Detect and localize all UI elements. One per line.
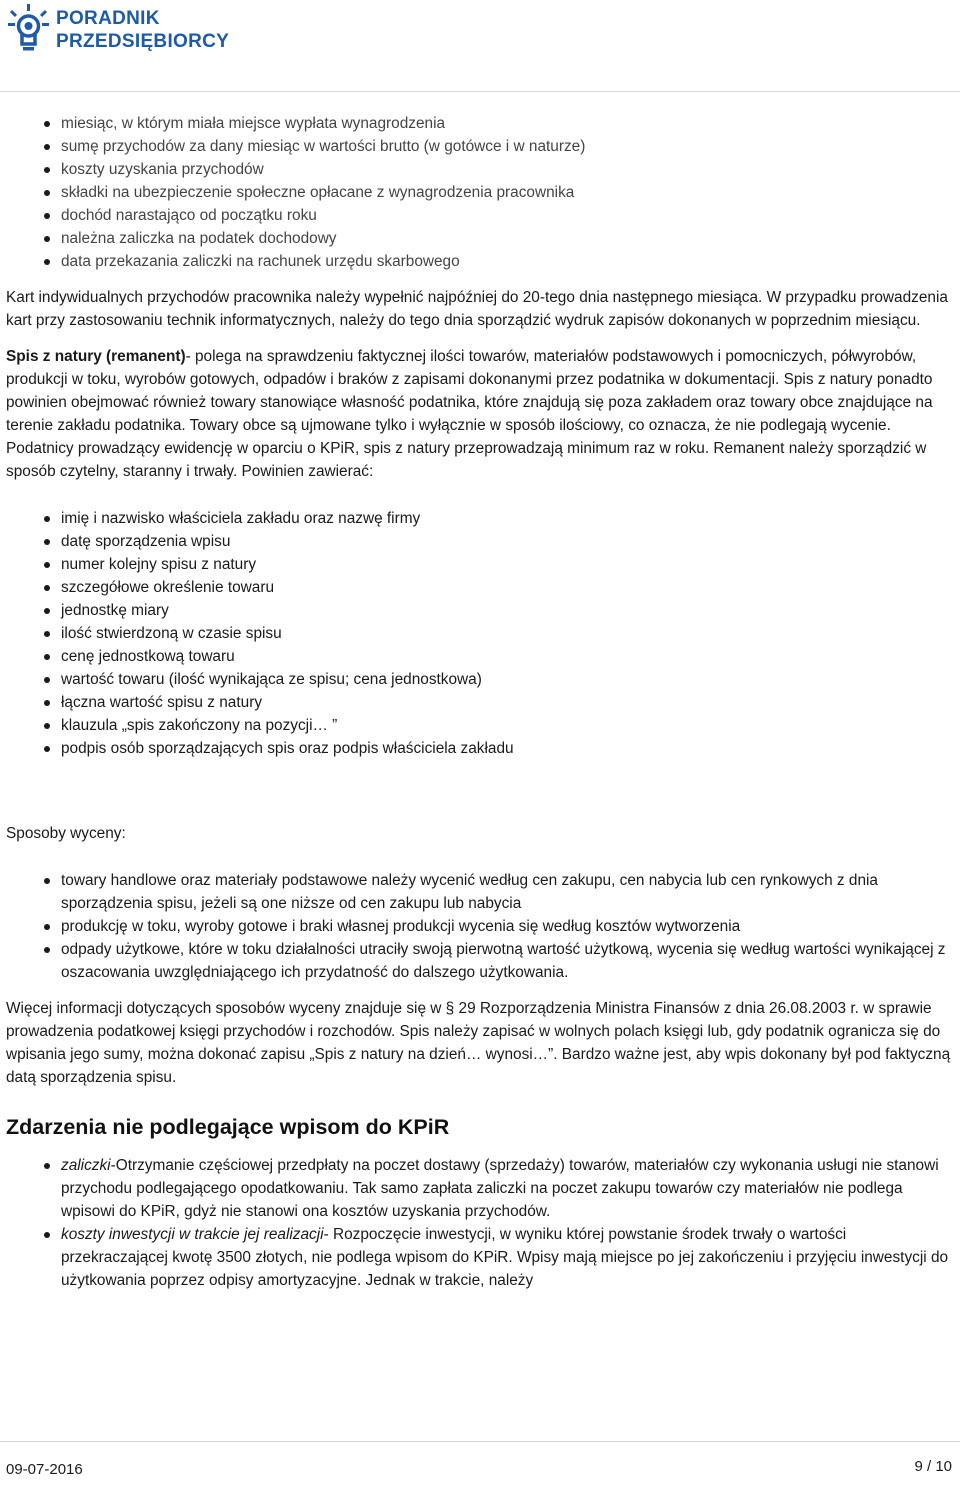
list-item: towary handlowe oraz materiały podstawowe należy wycenić według cen zakupu, cen nabycia lub cen rynkowych z dnia sporządzenia spisu, jeżeli są one niższe od cen zakupu lub nabycia bbox=[61, 869, 952, 915]
list-item: numer kolejny spisu z natury bbox=[61, 553, 952, 576]
date-row bbox=[571, 3, 956, 25]
list-item: ilość stwierdzoną w czasie spisu bbox=[61, 622, 952, 645]
list-item: dochód narastająco od początku roku bbox=[61, 204, 952, 227]
list-item-text: - Rozpoczęcie inwestycji, w wyniku której powstanie środek trwały o wartości przekraczającej kwotę 3500 złotych, nie podlega wpisom do KPiR. Wpisy mają miejsce po jej zakończeniu i przyjęciu inwestycji do użytkowania poprzez odpisy amortyzacyjne. Jednak w trakcie, należy bbox=[61, 1226, 949, 1289]
paragraph-deadline: Kart indywidualnych przychodów pracownika należy wypełnić najpóźniej do 20-tego dnia następnego miesiąca. W przypadku prowadzenia kart przy zastosowaniu technik informatycznych, należy do tego dnia sporządzić wydruk zapisów dokonanych w poprzednim miesiącu. bbox=[6, 289, 948, 329]
list-item: wartość towaru (ilość wynikająca ze spisu; cena jednostkowa) bbox=[61, 668, 952, 691]
list-item: składki na ubezpieczenie społeczne opłacane z wynagrodzenia pracownika bbox=[61, 181, 952, 204]
list-item: datę sporządzenia wpisu bbox=[61, 530, 952, 553]
list-item: należna zaliczka na podatek dochodowy bbox=[61, 227, 952, 250]
footer-divider bbox=[0, 1441, 960, 1442]
list-item bbox=[61, 1223, 952, 1292]
paragraph-remanent bbox=[6, 345, 952, 483]
list-item: cenę jednostkową towaru bbox=[61, 645, 952, 668]
list-item: produkcję w toku, wyroby gotowe i braki własnej produkcji wycenia się według kosztów wytworzenia bbox=[61, 915, 952, 938]
list-item: jednostkę miary bbox=[61, 599, 952, 622]
author-row bbox=[571, 25, 956, 47]
list-item: odpady użytkowe, które w toku działalności utraciły swoją pierwotną wartość użytkową, wycenia się według wartości wynikającej z oszacowania uwzględniającego ich przydatność do dalszego użytkowania. bbox=[61, 938, 952, 984]
page-number: 9 / 10 bbox=[914, 1458, 952, 1475]
inventory-contents-list bbox=[6, 507, 952, 760]
list-item: koszty uzyskania przychodów bbox=[61, 158, 952, 181]
document-meta bbox=[571, 3, 956, 47]
list-item: podpis osób sporządzających spis oraz podpis właściciela zakładu bbox=[61, 737, 952, 760]
author-value: Andrzej Lazarowicz bbox=[825, 25, 956, 42]
logo[interactable] bbox=[8, 4, 238, 54]
date-label: Data: bbox=[571, 3, 607, 20]
section-heading: Zdarzenia nie podlegające wpisom do KPiR bbox=[6, 1115, 450, 1139]
date-value: 2013-10-10 bbox=[879, 3, 956, 20]
list-item: łączna wartość spisu z natury bbox=[61, 691, 952, 714]
header-divider bbox=[0, 91, 960, 92]
footer-date: 09-07-2016 bbox=[6, 1461, 83, 1478]
list-item-text: -Otrzymanie częściowej przedpłaty na poczet dostawy (sprzedaży) towarów, materiałów czy wykonania usługi nie stanowi przychodu podlegającego opodatkowaniu. Tak samo zapłata zaliczki na poczet zakupu towarów czy materiałów nie podlega wpisowi do KPiR, gdyż nie stanowi ona kosztów uzyskania przychodów. bbox=[61, 1157, 939, 1220]
lightbulb-logo-icon bbox=[8, 4, 52, 54]
list-item-term: koszty inwestycji w trakcie jej realizacji bbox=[61, 1226, 324, 1243]
valuation-heading: Sposoby wyceny: bbox=[6, 825, 126, 842]
list-item: szczegółowe określenie towaru bbox=[61, 576, 952, 599]
article-content bbox=[6, 112, 952, 1292]
list-item bbox=[61, 1154, 952, 1223]
author-label: Autor: bbox=[571, 25, 612, 42]
logo-text-line2: PRZEDSIĘBIORCY bbox=[56, 31, 230, 52]
paragraph-more-info: Więcej informacji dotyczących sposobów wyceny znajduje się w § 29 Rozporządzenia Ministra Finansów z dnia 26.08.2003 r. w sprawie prowadzenia podatkowej księgi przychodów i rozchodów. Spis należy zapisać w wolnych polach księgi lub, gdy podatnik ogranicza się do wpisania jego sumy, można dokonać zapisu „Spis z natury na dzień… wynosi…”. Bardzo ważne jest, aby wpis dokonany był pod faktyczną datą sporządzenia spisu. bbox=[6, 1000, 951, 1086]
valuation-methods-list bbox=[6, 869, 952, 984]
list-item-term: zaliczki bbox=[61, 1157, 111, 1174]
remanent-term: Spis z natury (remanent) bbox=[6, 348, 186, 365]
remanent-definition: - polega na sprawdzeniu faktycznej ilości towarów, materiałów podstawowych i pomocniczych, półwyrobów, produkcji w toku, wyrobów gotowych, odpadów i braków z zapisami dokonanymi przez podatnika w dokumentacji. Spis z natury ponadto powinien obejmować również towary stanowiące własność podatnika, które znajdują się poza zakładem oraz towary obce znajdujące na terenie zakładu podatnika. Towary obce są ujmowane tylko i wyłącznie w sposób ilościowy, co oznacza, że nie podlegają wycenie. Podatnicy prowadzący ewidencję w oparciu o KPiR, spis z natury przeprowadzają minimum raz w roku. Remanent należy sporządzić w sposób czytelny, staranny i trwały. Powinien zawierać: bbox=[6, 348, 933, 480]
list-item: sumę przychodów za dany miesiąc w wartości brutto (w gotówce i w naturze) bbox=[61, 135, 952, 158]
card-fields-list bbox=[6, 112, 952, 273]
list-item: data przekazania zaliczki na rachunek urzędu skarbowego bbox=[61, 250, 952, 273]
page-header bbox=[0, 0, 960, 92]
list-item: miesiąc, w którym miała miejsce wypłata wynagrodzenia bbox=[61, 112, 952, 135]
list-item: imię i nazwisko właściciela zakładu oraz nazwę firmy bbox=[61, 507, 952, 530]
list-item: klauzula „spis zakończony na pozycji… ” bbox=[61, 714, 952, 737]
logo-text-line1: PORADNIK bbox=[56, 8, 160, 29]
excluded-events-list bbox=[6, 1154, 952, 1292]
